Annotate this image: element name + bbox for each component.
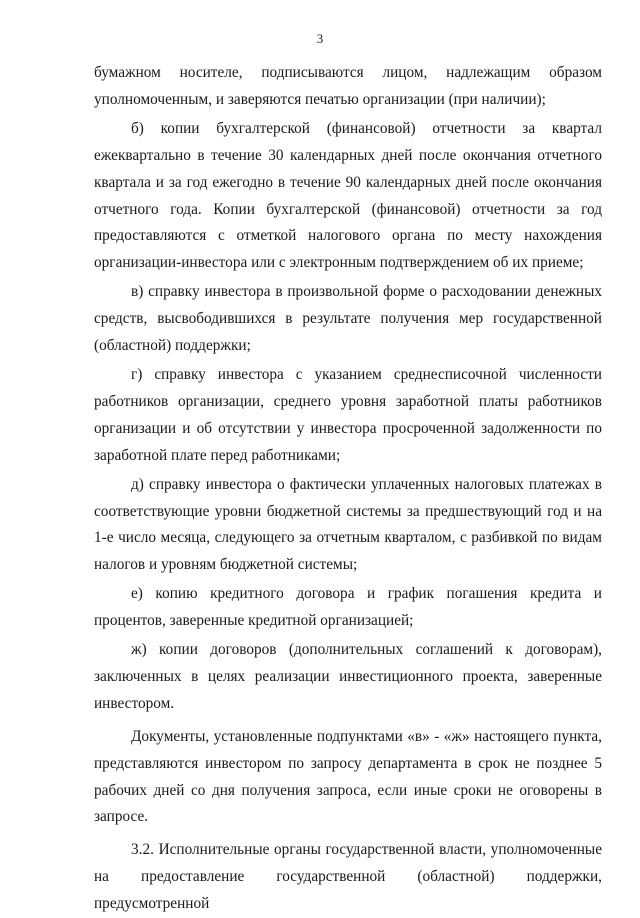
paragraph-item-zh: ж) копии договоров (дополнительных соглашений к договорам), заключенных в целях реализации инвестиционного проекта, заверенные инвестором. xyxy=(94,641,602,712)
paragraph-item-e: е) копию кредитного договора и график погашения кредита и процентов, заверенные кредитной организацией; xyxy=(94,585,602,630)
page-number: 3 xyxy=(316,31,324,46)
paragraph-section-3-2: 3.2. Исполнительные органы государственной власти, уполномоченные на предоставление государственной (областной) поддержки, предусмотренной xyxy=(94,841,602,913)
paragraph-item-g: г) справку инвестора с указанием среднесписочной численности работников организации, среднего уровня заработной платы работников организации и об отсутствии у инвестора просроченной задолженности по заработной плате перед работниками; xyxy=(94,365,602,464)
paragraph-item-d: д) справку инвестора о фактически уплаченных налоговых платежах в соответствующие уровни бюджетной системы за предшествующий год и на 1-е число месяца, следующего за отчетным кварталом, с разбивкой по видам налогов и уровням бюджетной системы; xyxy=(94,475,602,574)
paragraph-item-b: б) копии бухгалтерской (финансовой) отчетности за квартал ежеквартально в течение 30 календарных дней после окончания отчетного квартала и за год ежегодно в течение 90 календарных дней после окончания отчетного года. Копии бухгалтерской (финансовой) отчетности за год предоставляются с отметкой налогового органа по месту нахождения организации-инвестора или с электронным подтверждением об их приеме; xyxy=(94,119,602,272)
paragraph-documents-note: Документы, установленные подпунктами «в» - «ж» настоящего пункта, представляются инвестором по запросу департамента в срок не позднее 5 рабочих дней со дня получения запроса, если иные сроки не оговорены в запросе. xyxy=(94,727,602,826)
document-body xyxy=(94,60,602,918)
paragraph-item-v: в) справку инвестора в произвольной форме о расходовании денежных средств, высвободившихся в результате получения мер государственной (областной) поддержки; xyxy=(94,283,602,355)
paragraph-continuation: бумажном носителе, подписываются лицом, надлежащим образом уполномоченным, и заверяются печатью организации (при наличии); xyxy=(94,64,602,108)
